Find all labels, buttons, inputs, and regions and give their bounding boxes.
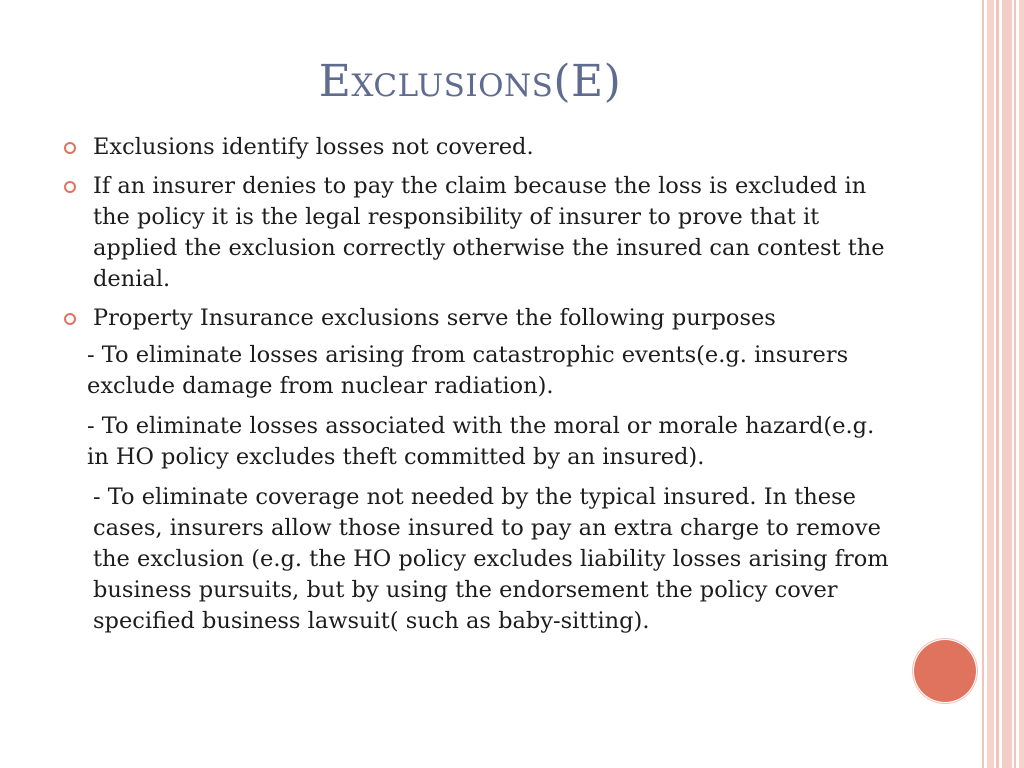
- border-stripe: [1019, 0, 1024, 768]
- bullet-item: [64, 171, 894, 295]
- slide-content: [64, 132, 894, 637]
- sub-point: [64, 340, 894, 402]
- bullet-text: If an insurer denies to pay the claim because the loss is excluded in the policy it is the legal responsibility of insurer to prove that it applied the exclusion correctly otherwise the insured can contest the denial.: [93, 173, 885, 292]
- ring-bullet-icon: [64, 181, 76, 193]
- ring-bullet-icon: [64, 313, 76, 325]
- bullet-text: Property Insurance exclusions serve the following purposes: [93, 305, 776, 331]
- border-stripe: [987, 0, 994, 768]
- sub-point-text: - To eliminate losses arising from catastrophic events(e.g. insurers exclude damage from nuclear radiation).: [87, 342, 849, 399]
- slide-title: Exclusions(E): [318, 56, 622, 107]
- sub-point: [64, 411, 894, 473]
- bullet-item: [64, 132, 894, 163]
- border-stripe: [1014, 0, 1016, 768]
- sub-point-text: - To eliminate losses associated with the moral or morale hazard(e.g. in HO policy excludes theft committed by an insured).: [87, 413, 875, 470]
- decorative-circle: [914, 640, 976, 702]
- bullet-text: Exclusions identify losses not covered.: [93, 134, 534, 160]
- ring-bullet-icon: [64, 142, 76, 154]
- sub-point-text: - To eliminate coverage not needed by the typical insured. In these cases, insurers allow those insured to pay an extra charge to remove the exclusion (e.g. the HO policy excludes liability losses arising from business pursuits, but by using the endorsement the policy cover specified business lawsuit( such as baby-sitting).: [93, 484, 889, 634]
- bullet-item: [64, 303, 894, 334]
- border-stripe: [982, 0, 984, 768]
- sub-point: [64, 482, 894, 637]
- border-stripe: [996, 0, 999, 768]
- border-stripe: [1002, 0, 1012, 768]
